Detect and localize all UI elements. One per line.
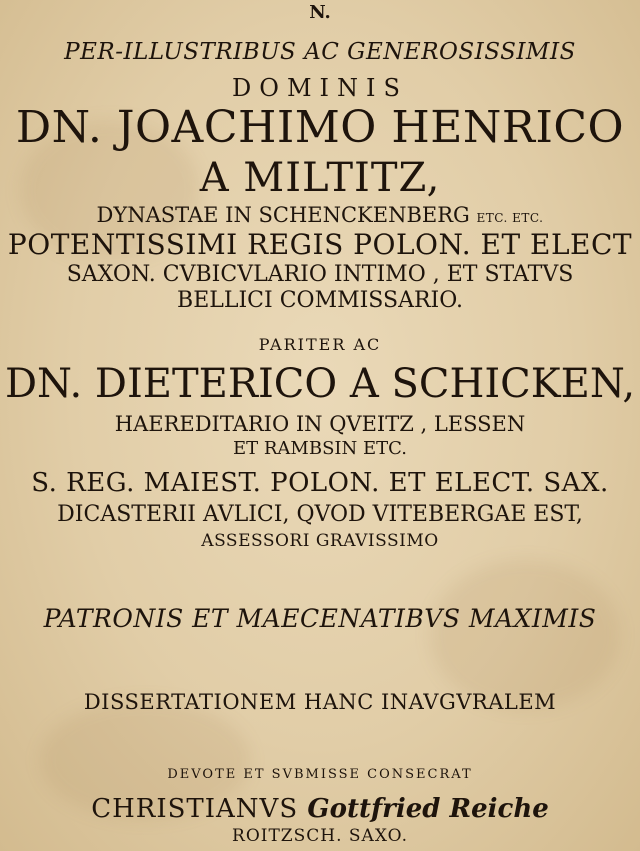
author-name [0, 796, 640, 822]
title-line-bellici: BELLICI COMMISSARIO. [177, 288, 463, 313]
title-line-dynastae-main: DYNASTAE IN SCHENCKENBERG [96, 203, 470, 227]
dissertationem-line: DISSERTATIONEM HANC INAVGVRALEM [83, 690, 557, 714]
author-origin: ROITZSCH. SAXO. [232, 826, 408, 846]
patronis-line: PATRONIS ET MAECENATIBVS MAXIMIS [43, 604, 597, 633]
consecrat-line: DEVOTE ET SVBMISSE CONSECRAT [167, 767, 473, 782]
signature-mark: N. [309, 2, 331, 23]
title-line-dynastae [0, 205, 640, 226]
title-line-haereditario: HAEREDITARIO IN QVEITZ , LESSEN [114, 412, 526, 436]
title-line-dicasterii: DICASTERII AVLICI, QVOD VITEBERGAE EST, [57, 502, 583, 527]
dedicatee-name-1-line-2: A MILTITZ, [199, 155, 441, 201]
title-line-assessori: ASSESSORI GRAVISSIMO [201, 531, 439, 551]
author-name-fraktur: Gottfried Reiche [307, 794, 549, 824]
dedication-line-2: DOMINIS [232, 74, 408, 102]
author-name-latin: CHRISTIANVS [91, 794, 299, 824]
title-line-dynastae-suffix: ETC. ETC. [476, 211, 544, 225]
dedicatee-name-1: DN. JOACHIMO HENRICO [15, 102, 625, 153]
paper-stain [430, 560, 620, 710]
title-line-rambsin: ET RAMBSIN ETC. [233, 438, 407, 459]
pariter-ac: PARITER AC [258, 335, 382, 354]
title-line-potentissimi: POTENTISSIMI REGIS POLON. ET ELECT [7, 228, 633, 261]
title-line-reg-maiest: S. REG. MAIEST. POLON. ET ELECT. SAX. [31, 468, 609, 498]
title-line-saxon: SAXON. CVBICVLARIO INTIMO , ET STATVS [66, 262, 574, 287]
dedication-line-1: PER-ILLUSTRIBUS AC GENEROSISSIMIS [64, 39, 576, 65]
dedicatee-name-2: DN. DIETERICO A SCHICKEN, [4, 361, 636, 407]
